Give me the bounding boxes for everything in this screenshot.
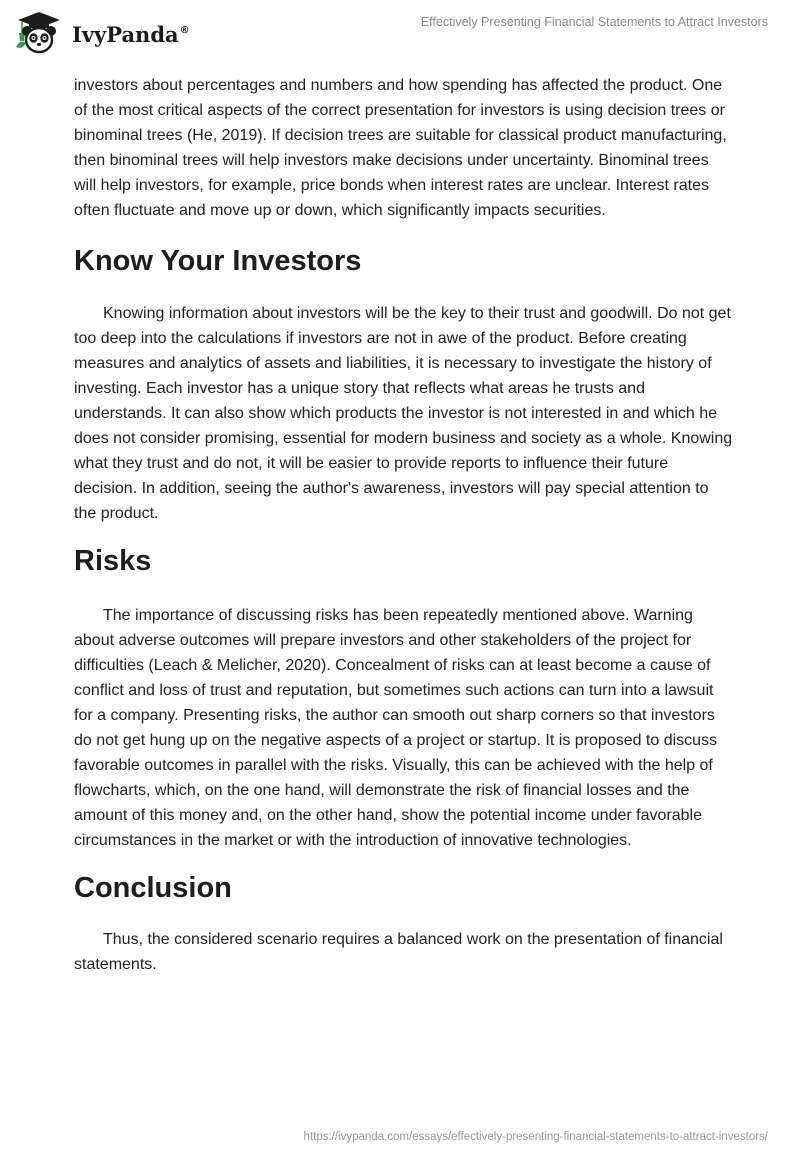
brand-name: IvyPanda®: [72, 21, 190, 47]
intro-paragraph: investors about percentages and numbers and how spending has affected the product. One of the most critical aspects of the correct presentation for investors is using decision trees or binominal trees (He, 2019). If decision trees are suitable for classical product manufacturing, then binominal trees will help investors make decisions under uncertainty. Binominal trees will help investors, for example, price bonds when interest rates are unclear. Interest rates often fluctuate and move up or down, which significantly impacts securities.: [74, 77, 727, 219]
section-paragraph-know-your-investors: Knowing information about investors will be the key to their trust and goodwill. Do not get too deep into the calculations if investors are not in awe of the product. Before creating measures and analytics of assets and liabilities, it is necessary to investigate the history of investing. Each investor has a unique story that reflects what areas he trusts and understands. It can also show which products the investor is not interested in and which he does not consider promising, essential for modern business and society as a whole. Knowing what they trust and do not, it will be easier to provide reports to influence their future decision. In addition, seeing the author's awareness, investors will pay special attention to the product.: [74, 305, 733, 522]
section-heading-risks: Risks: [74, 545, 152, 577]
footer-source-link[interactable]: https://ivypanda.com/essays/effectively-presenting-financial-statements-to-attract-investors/: [303, 1131, 768, 1143]
ivypanda-logo[interactable]: [14, 8, 190, 58]
section-heading-conclusion: Conclusion: [74, 872, 232, 904]
page-header: [0, 0, 800, 70]
document-title: Effectively Presenting Financial Statements to Attract Investors: [420, 15, 768, 29]
essay-content: [74, 73, 734, 977]
registered-mark: ®: [179, 24, 190, 36]
section-paragraph-risks: The importance of discussing risks has been repeatedly mentioned above. Warning about adverse outcomes will prepare investors and other stakeholders of the project for difficulties (Leach & Melicher, 2020). Concealment of risks can at least become a cause of conflict and loss of trust and reputation, but sometimes such actions can turn into a lawsuit for a company. Presenting risks, the author can smooth out sharp corners so that investors do not get hung up on the negative aspects of a project or startup. It is proposed to discuss favorable outcomes in parallel with the risks. Visually, this can be achieved with the help of flowcharts, which, on the one hand, will demonstrate the risk of financial losses and the amount of this money and, on the other hand, show the potential income under favorable circumstances in the market or with the introduction of innovative technologies.: [74, 607, 718, 849]
section-heading-know-your-investors: Know Your Investors: [74, 245, 362, 277]
section-paragraph-conclusion: Thus, the considered scenario requires a balanced work on the presentation of financial statements.: [74, 931, 723, 973]
panda-graduate-icon: [14, 9, 64, 57]
